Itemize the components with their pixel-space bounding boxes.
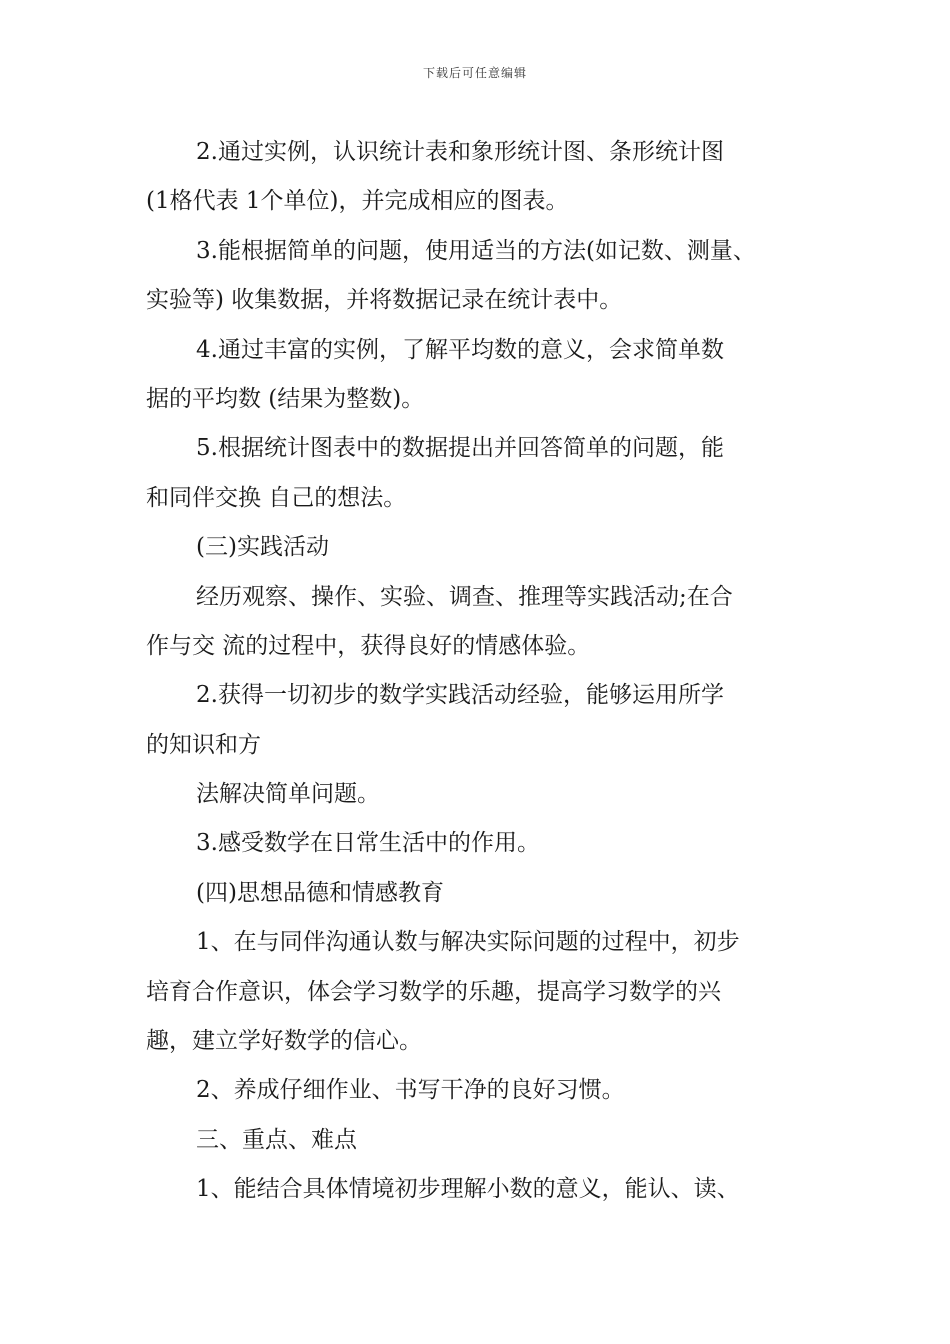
paragraph-line: 1、在与同伴沟通认数与解决实际问题的过程中，初步	[196, 929, 740, 956]
section-heading: (三)实践活动	[196, 534, 329, 561]
section-heading: 三、重点、难点	[196, 1126, 357, 1153]
paragraph-line: 实验等) 收集数据，并将数据记录在统计表中。	[146, 287, 623, 314]
paragraph-line: 法解决简单问题。	[196, 781, 380, 808]
page-header: 下载后可任意编辑	[422, 66, 527, 80]
paragraph-line: 培育合作意识，体会学习数学的乐趣，提高学习数学的兴	[146, 978, 721, 1005]
paragraph-line: 2.获得一切初步的数学实践活动经验，能够运用所学	[196, 682, 724, 709]
paragraph-line: 趣，建立学好数学的信心。	[146, 1028, 422, 1055]
paragraph-line: 5.根据统计图表中的数据提出并回答简单的问题，能	[196, 435, 724, 462]
paragraph-line: 3.感受数学在日常生活中的作用。	[196, 830, 540, 857]
paragraph-line: 1、能结合具体情境初步理解小数的意义，能认、读、	[196, 1176, 740, 1203]
document-body	[146, 128, 822, 1215]
paragraph-line: 据的平均数 (结果为整数)。	[146, 385, 425, 412]
paragraph-line: 2.通过实例，认识统计表和象形统计图、条形统计图	[196, 139, 724, 165]
paragraph-line: 4.通过丰富的实例，了解平均数的意义，会求简单数	[196, 336, 724, 363]
paragraph-line: 的知识和方	[146, 731, 261, 758]
paragraph-line: 和同伴交换 自己的想法。	[146, 484, 407, 511]
paragraph-line: 2、养成仔细作业、书写干净的良好习惯。	[196, 1077, 625, 1104]
paragraph-line: 3.能根据简单的问题，使用适当的方法(如记数、测量、	[196, 237, 756, 264]
paragraph-line: 经历观察、操作、实验、调查、推理等实践活动;在合	[196, 583, 733, 610]
paragraph-line: 作与交 流的过程中，获得良好的情感体验。	[146, 632, 591, 659]
paragraph-line: (1格代表 1个单位)，并完成相应的图表。	[146, 188, 569, 215]
section-heading: (四)思想品德和情感教育	[196, 879, 444, 906]
